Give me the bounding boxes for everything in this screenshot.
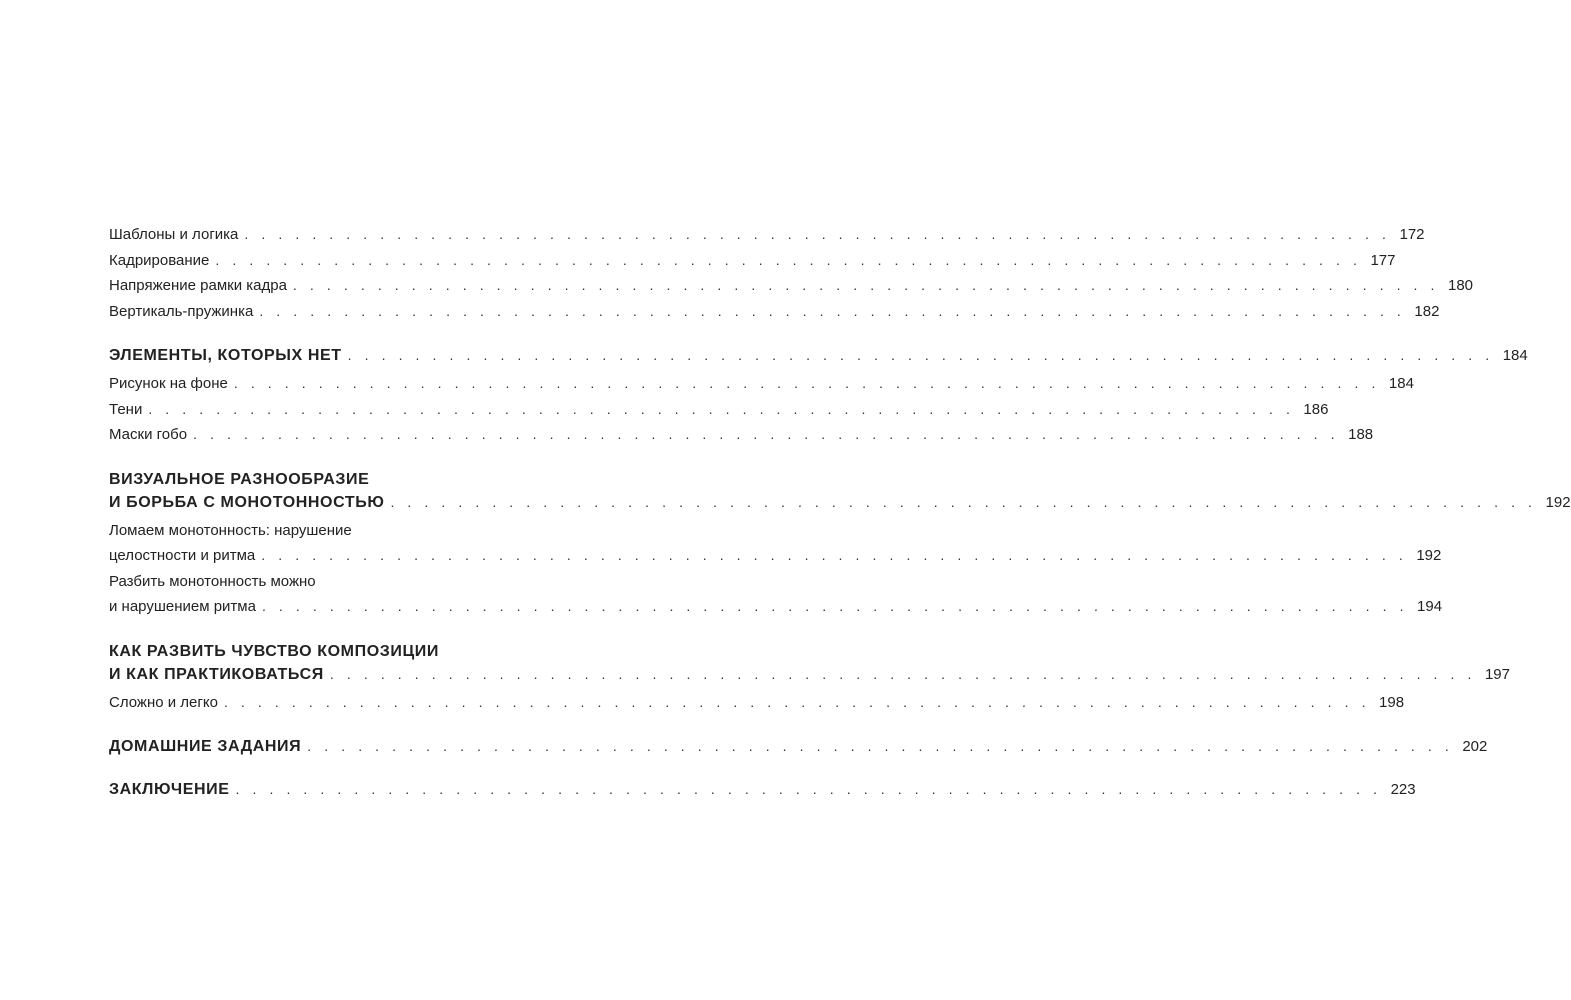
toc-page-number: 194 [1417,598,1443,615]
toc-entry-title: Кадрирование [109,251,210,269]
toc-page-number: 180 [1448,277,1474,294]
toc-entry-title: И БОРЬБА С МОНОТОННОСТЬЮ [109,493,385,511]
toc-entry[interactable] [109,397,1329,423]
toc-page-number: 198 [1379,693,1405,711]
toc-page-number: 184 [1388,375,1414,392]
toc-page-number: 172 [1399,226,1425,243]
toc-section [109,468,1571,620]
toc-section [109,344,1528,448]
toc-entry-title: Рисунок на фоне [109,375,228,392]
toc-entry[interactable] [109,518,1442,569]
dot-leader: . . . . . . . . . . . . . . . . . . . . . . . . . . . . . . . . . . . . . . . . . . . . . . . . . . . . . . . . . . . . . . . . . . . . [148,400,1295,417]
toc-entry-title: Тени [109,400,143,418]
dot-leader: . . . . . . . . . . . . . . . . . . . . . . . . . . . . . . . . . . . . . . . . . . . . . . . . . . . . . . . . . . . . . . . . . . . . [215,251,1362,268]
toc-page-number: 184 [1502,347,1528,364]
toc-entry-title: ЗАКЛЮЧЕНИЕ [109,781,230,798]
toc-chapter-entry[interactable] [109,640,1510,686]
toc-section [109,735,1488,758]
table-of-contents [109,222,1571,801]
toc-chapter-entry[interactable] [109,735,1488,758]
toc-entry-title: Напряжение рамки кадра [109,277,287,294]
dot-leader: . . . . . . . . . . . . . . . . . . . . . . . . . . . . . . . . . . . . . . . . . . . . . . . . . . . . . . . . . . . . . . . . . . . . [244,226,1391,242]
toc-entry[interactable] [109,222,1425,248]
toc-entry-title: Вертикаль-пружинка [109,302,254,320]
toc-chapter-entry[interactable] [109,344,1528,367]
toc-page-number: 197 [1484,665,1510,683]
toc-entry[interactable] [109,371,1414,397]
toc-entry-title: И КАК ПРАКТИКОВАТЬСЯ [109,665,324,683]
toc-chapter-entry[interactable] [109,778,1416,801]
dot-leader: . . . . . . . . . . . . . . . . . . . . . . . . . . . . . . . . . . . . . . . . . . . . . . . . . . . . . . . . . . . . . . . . . . . . [193,426,1340,442]
toc-entry-title-line: Ломаем монотонность: нарушение [109,521,352,539]
toc-page-number: 182 [1414,302,1440,320]
toc-section [109,222,1474,324]
dot-leader: . . . . . . . . . . . . . . . . . . . . . . . . . . . . . . . . . . . . . . . . . . . . . . . . . . . . . . . . . . . . . . . . . . . . [223,693,1371,710]
toc-page-number: 188 [1348,426,1374,443]
toc-page-number: 223 [1390,781,1416,798]
dot-leader: . . . . . . . . . . . . . . . . . . . . . . . . . . . . . . . . . . . . . . . . . . . . . . . . . . . . . . . . . . . . . . . . . . . . [261,547,1408,563]
toc-entry-title-line: КАК РАЗВИТЬ ЧУВСТВО КОМПОЗИЦИИ [109,642,439,660]
toc-section [109,640,1510,716]
toc-entry[interactable] [109,299,1440,325]
toc-entry-title: и нарушением ритма [109,598,256,615]
dot-leader: . . . . . . . . . . . . . . . . . . . . . . . . . . . . . . . . . . . . . . . . . . . . . . . . . . . . . . . . . . . . . . . . . . . . [261,598,1409,614]
dot-leader: . . . . . . . . . . . . . . . . . . . . . . . . . . . . . . . . . . . . . . . . . . . . . . . . . . . . . . . . . . . . . . . . . . . . [347,347,1494,363]
toc-entry[interactable] [109,690,1405,716]
toc-chapter-entry[interactable] [109,468,1571,514]
toc-entry-title-line: ВИЗУАЛЬНОЕ РАЗНООБРАЗИЕ [109,470,370,488]
toc-entry-title: Сложно и легко [109,693,218,711]
toc-entry-title: ДОМАШНИЕ ЗАДАНИЯ [109,738,302,755]
toc-page-number: 186 [1303,400,1329,418]
toc-entry-title: Шаблоны и логика [109,226,239,243]
dot-leader: . . . . . . . . . . . . . . . . . . . . . . . . . . . . . . . . . . . . . . . . . . . . . . . . . . . . . . . . . . . . . . . . . . . . [329,665,1476,682]
dot-leader: . . . . . . . . . . . . . . . . . . . . . . . . . . . . . . . . . . . . . . . . . . . . . . . . . . . . . . . . . . . . . . . . . . . . [235,781,1382,797]
toc-page-number: 192 [1416,547,1442,564]
toc-entry[interactable] [109,569,1443,620]
dot-leader: . . . . . . . . . . . . . . . . . . . . . . . . . . . . . . . . . . . . . . . . . . . . . . . . . . . . . . . . . . . . . . . . . . . . [292,277,1440,293]
dot-leader: . . . . . . . . . . . . . . . . . . . . . . . . . . . . . . . . . . . . . . . . . . . . . . . . . . . . . . . . . . . . . . . . . . . . [390,493,1537,510]
dot-leader: . . . . . . . . . . . . . . . . . . . . . . . . . . . . . . . . . . . . . . . . . . . . . . . . . . . . . . . . . . . . . . . . . . . . [307,738,1454,754]
toc-entry-title: целостности и ритма [109,547,256,564]
toc-entry-title: ЭЛЕМЕНТЫ, КОТОРЫХ НЕТ [109,347,342,364]
toc-page-number: 192 [1545,493,1571,511]
dot-leader: . . . . . . . . . . . . . . . . . . . . . . . . . . . . . . . . . . . . . . . . . . . . . . . . . . . . . . . . . . . . . . . . . . . . [259,302,1406,319]
toc-page-number: 177 [1370,251,1396,269]
toc-page-number: 202 [1462,738,1488,755]
toc-entry[interactable] [109,422,1374,448]
dot-leader: . . . . . . . . . . . . . . . . . . . . . . . . . . . . . . . . . . . . . . . . . . . . . . . . . . . . . . . . . . . . . . . . . . . . [233,375,1380,391]
toc-entry[interactable] [109,248,1396,274]
toc-entry-title: Маски гобо [109,426,188,443]
toc-entry-title-line: Разбить монотонность можно [109,572,316,590]
toc-entry[interactable] [109,273,1474,299]
toc-section [109,778,1416,801]
